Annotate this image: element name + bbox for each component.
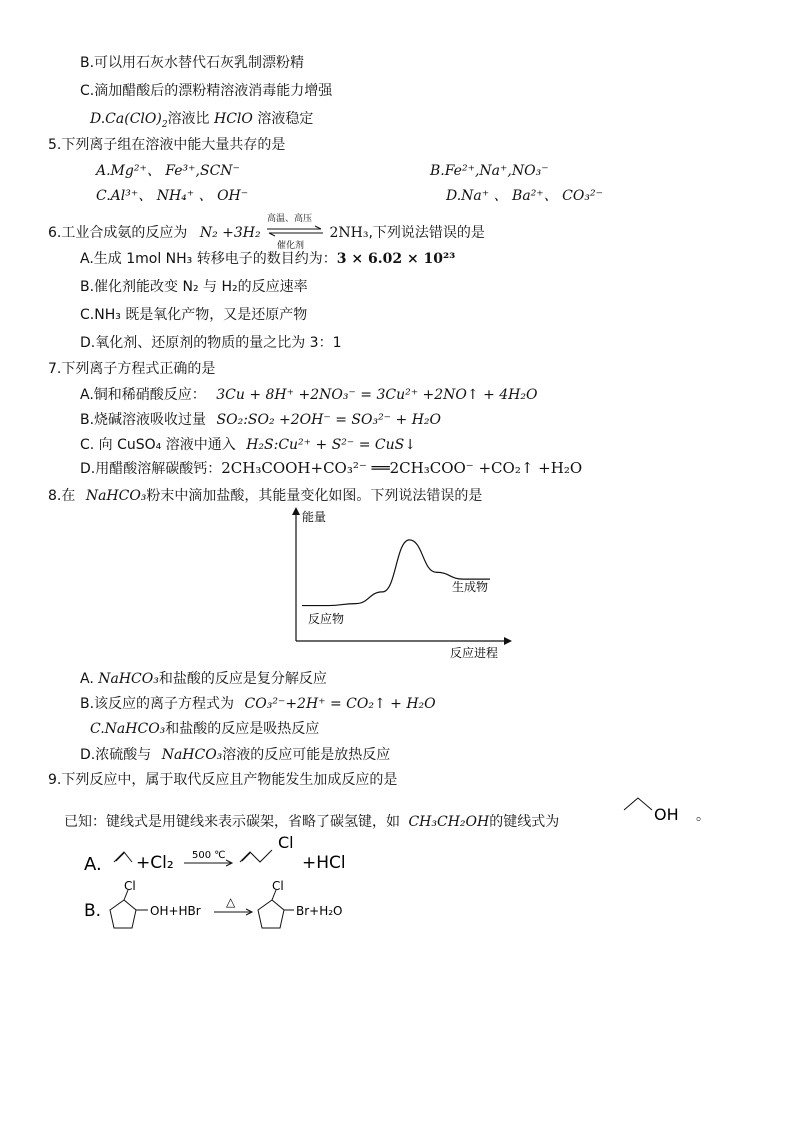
- reaction-b-reagent: OH+HBr: [150, 904, 201, 918]
- q6-stem-pre: 6.工业合成氨的反应为: [48, 225, 188, 241]
- energy-diagram: [280, 505, 520, 665]
- q4-d-mid: 溶液比: [167, 111, 215, 127]
- q7-stem: 7.下列离子方程式正确的是: [48, 361, 216, 377]
- q9-note-pre: 已知：键线式是用键线来表示碳架，省略了碳氢键，如: [64, 814, 400, 830]
- q7-option-d: [80, 459, 582, 478]
- q8-option-c: [90, 720, 319, 738]
- x-axis: [296, 637, 512, 645]
- q5-option-c: C.Al³⁺、 NH₄⁺ 、 OH⁻: [96, 188, 249, 204]
- q8-option-b: [80, 695, 436, 713]
- y-axis-label: 能量: [302, 510, 327, 524]
- q8-stem-pre: 8.在: [48, 488, 76, 504]
- q8-option-a: [80, 670, 327, 688]
- reaction-a: [80, 830, 380, 880]
- q8-c-post: 和盐酸的反应是吸热反应: [165, 721, 320, 737]
- q6-option-d: D.氧化剂、还原剂的物质的量之比为 3：1: [80, 335, 342, 351]
- oh-label: OH: [654, 805, 679, 824]
- q6-cond-top: 高温、高压: [267, 214, 313, 224]
- q4-option-d: [90, 110, 313, 128]
- q4-d-post: 溶液稳定: [252, 111, 314, 127]
- q6-product: 2NH₃: [329, 225, 369, 241]
- q6-reaction-arrow: [265, 214, 325, 251]
- q8-d-post: 溶液的反应可能是放热反应: [222, 747, 391, 763]
- q7-a-equation: 3Cu + 8H⁺ +2NO₃⁻ = 3Cu²⁺ +2NO↑ + 4H₂O: [216, 387, 538, 403]
- q4-option-b: B.可以用石灰水替代石灰乳制漂粉精: [80, 55, 305, 71]
- reaction-b-arrow-icon: [214, 909, 252, 915]
- q8-a-pre: A.: [80, 671, 94, 687]
- q6-a-text: A.生成 1mol NH₃ 转移电子的数目约为：: [80, 251, 337, 267]
- q8-a-chem: NaHCO₃: [98, 671, 159, 687]
- q6-option-b: B.催化剂能改变 N₂ 与 H₂的反应速率: [80, 279, 308, 295]
- energy-curve: [302, 540, 490, 606]
- q7-b-equation: SO₂:SO₂ +2OH⁻ = SO₃²⁻ + H₂O: [216, 412, 442, 428]
- q7-c-text: C. 向 CuSO₄ 溶液中通入: [80, 437, 236, 453]
- q6-option-c: C.NH₃ 既是氧化产物，又是还原产物: [80, 307, 308, 323]
- q5-stem: 5.下列离子组在溶液中能大量共存的是: [48, 137, 286, 153]
- reactant-label: 反应物: [308, 612, 345, 626]
- q5-option-a: A.Mg²⁺、 Fe³⁺,SCN⁻: [96, 163, 240, 179]
- q4-d-sub: 2: [161, 119, 168, 130]
- q5-option-d: D.Na⁺ 、 Ba²⁺、 CO₃²⁻: [446, 188, 603, 204]
- reaction-b-label: B.: [84, 901, 102, 921]
- q8-c-chem: NaHCO₃: [104, 721, 166, 737]
- q7-option-b: [80, 411, 441, 429]
- reaction-b-cl-right: Cl: [272, 879, 284, 893]
- q6-a-value: 3 × 6.02 × 10²³: [336, 251, 456, 267]
- reaction-a-label: A.: [84, 854, 102, 875]
- q7-b-text: B.烧碱溶液吸收过量: [80, 412, 207, 428]
- q9-note: [64, 813, 559, 831]
- q8-c-pre: C.: [90, 721, 105, 737]
- q6-stem: [48, 214, 485, 251]
- reaction-a-cl: Cl: [278, 833, 294, 852]
- reaction-a-hcl: +HCl: [302, 853, 346, 873]
- q8-a-post: 和盐酸的反应是复分解反应: [158, 671, 327, 687]
- q6-reactants: N₂ +3H₂: [199, 225, 261, 241]
- reaction-b-cl-left: Cl: [124, 879, 136, 893]
- q9-stem: 9.下列反应中，属于取代反应且产物能发生加成反应的是: [48, 772, 398, 788]
- reversible-arrow-icon: [265, 226, 325, 236]
- reaction-a-cl2: +Cl₂: [136, 853, 174, 873]
- reaction-b-condition: △: [226, 895, 236, 909]
- q8-stem-chem: NaHCO₃: [85, 488, 147, 504]
- x-axis-label: 反应进程: [450, 646, 499, 660]
- q7-option-c: [80, 436, 416, 454]
- y-axis: [292, 507, 300, 641]
- q4-option-c: C.滴加醋酸后的漂粉精溶液消毒能力增强: [80, 83, 333, 99]
- q9-note-post: 的键线式为: [489, 814, 560, 830]
- q7-option-a: [80, 386, 537, 404]
- q9-note-chem: CH₃CH₂OH: [408, 814, 490, 830]
- q8-stem-post: 粉末中滴加盐酸，其能量变化如图。下列说法错误的是: [146, 488, 483, 504]
- q7-a-text: A.铜和稀硝酸反应：: [80, 387, 206, 403]
- q6-option-a: [80, 250, 455, 268]
- q8-d-pre: D.浓硫酸与: [80, 747, 152, 763]
- reaction-b: [80, 878, 380, 948]
- q6-cond-bottom: 催化剂: [277, 241, 305, 251]
- reaction-b-product: Br+H₂O: [296, 904, 343, 918]
- q7-c-equation: H₂S:Cu²⁺ + S²⁻ = CuS↓: [246, 437, 416, 453]
- q4-d-formula: D.Ca(ClO): [90, 111, 162, 127]
- q7-d-text: D.用醋酸溶解碳酸钙：: [80, 461, 222, 477]
- ethanol-skeletal-formula: [618, 792, 708, 828]
- q7-d-equation: 2CH₃COOH+CO₃²⁻ ══2CH₃COO⁻ +CO₂↑ +H₂O: [221, 459, 583, 477]
- q8-b-text: B.该反应的离子方程式为: [80, 696, 235, 712]
- product-label: 生成物: [452, 580, 489, 594]
- q8-b-equation: CO₃²⁻+2H⁺ = CO₂↑ + H₂O: [244, 696, 436, 712]
- q5-option-b: B.Fe²⁺,Na⁺,NO₃⁻: [430, 163, 549, 179]
- q8-stem: [48, 487, 482, 505]
- period: 。: [696, 808, 710, 824]
- reaction-a-condition: 500 ℃: [192, 850, 226, 861]
- q8-d-chem: NaHCO₃: [161, 747, 223, 763]
- q6-stem-post: ,下列说法错误的是: [368, 225, 485, 241]
- q4-d-hclo: HClO: [214, 111, 253, 127]
- q8-option-d: [80, 746, 390, 764]
